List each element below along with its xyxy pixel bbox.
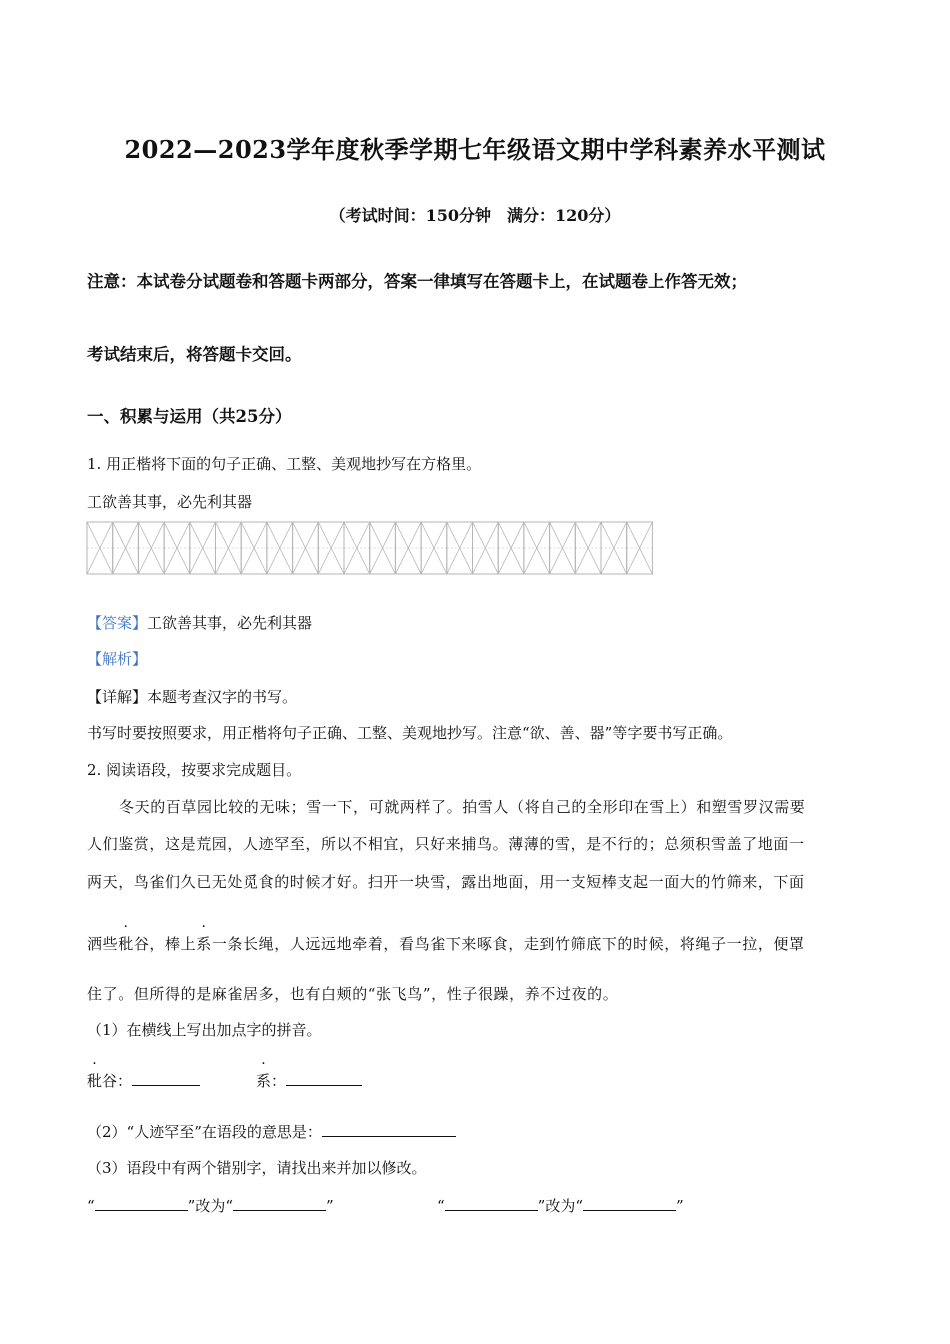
- sub3-row: [87, 1195, 334, 1216]
- notice-line-1: 注意：本试卷分试题卷和答题卡两部分，答案一律填写在答题卡上，在试题卷上作答无效；: [87, 272, 747, 291]
- item-label: ：: [271, 1072, 287, 1090]
- exam-subtitle: （考试时间：150分钟 满分：120分）: [329, 206, 621, 225]
- change-text: ”改为“: [187, 1197, 234, 1215]
- sub2-line: [87, 1121, 456, 1142]
- quote-mark: “: [437, 1197, 445, 1215]
- passage-text: 洒些: [87, 935, 119, 953]
- dotted-char: 系: [256, 1072, 272, 1090]
- passage-line-4: [87, 933, 805, 954]
- answer-text: 工欲善其事，必先利其器: [147, 614, 313, 632]
- q2-prompt: 2. 阅读语段，按要求完成题目。: [87, 761, 302, 779]
- passage-text: 谷，棒上: [133, 935, 197, 953]
- sub1-item-1: [87, 1070, 200, 1091]
- answer-tag: 【答案】: [87, 614, 148, 632]
- section-heading: 一、积累与运用（共25分）: [87, 407, 292, 426]
- wrong-char-blank[interactable]: [445, 1196, 538, 1211]
- answer-blank[interactable]: [322, 1122, 456, 1137]
- sub3-prompt: （3）语段中有两个错别字，请找出来并加以修改。: [87, 1159, 427, 1177]
- q1-sentence: 工欲善其事，必先利其器: [87, 493, 253, 511]
- sub1-prompt: （1）在横线上写出加点字的拼音。: [87, 1021, 322, 1039]
- correct-char-blank[interactable]: [233, 1196, 326, 1211]
- item-label: 谷：: [102, 1072, 133, 1090]
- dotted-char: 系: [196, 935, 212, 953]
- passage-text: 一条长绳，人远远地牵着，看鸟雀下来啄食，走到竹筛底下的时候，将绳子一拉，便罩: [211, 935, 805, 953]
- correct-char-blank[interactable]: [583, 1196, 676, 1211]
- change-text: ”改为“: [537, 1197, 584, 1215]
- passage-line-5: 住了。但所得的是麻雀居多，也有白颊的“张飞鸟”，性子很躁，养不过夜的。: [87, 985, 619, 1003]
- sub2-prompt: （2）“人迹罕至”在语段的意思是：: [87, 1123, 322, 1141]
- q1-detail: 【详解】本题考查汉字的书写。: [87, 688, 298, 706]
- passage-line-2: 人们鉴赏，这是荒园，人迹罕至，所以不相宜，只好来捕鸟。薄薄的雪，是不行的；总须积雪盖了地面一: [87, 835, 805, 853]
- sub3-row: [437, 1195, 684, 1216]
- sub1-item-2: [256, 1070, 362, 1091]
- quote-mark: ”: [676, 1197, 684, 1215]
- wrong-char-blank[interactable]: [95, 1196, 188, 1211]
- q1-prompt: 1. 用正楷将下面的句子正确、工整、美观地抄写在方格里。: [87, 455, 482, 473]
- exam-title: 2022—2023学年度秋季学期七年级语文期中学科素养水平测试: [124, 135, 826, 164]
- copy-grid: [86, 521, 654, 575]
- dotted-char: 秕: [87, 1072, 103, 1090]
- notice-line-2: 考试结束后，将答题卡交回。: [87, 345, 302, 364]
- analysis-tag: 【解析】: [87, 650, 148, 668]
- dotted-char: 秕: [118, 935, 134, 953]
- quote-mark: “: [87, 1197, 95, 1215]
- q1-explanation: 书写时要按照要求，用正楷将句子正确、工整、美观地抄写。注意“欲、善、器”等字要书写正确。: [87, 724, 733, 742]
- quote-mark: ”: [326, 1197, 334, 1215]
- answer-blank[interactable]: [286, 1071, 362, 1086]
- passage-line-1: 冬天的百草园比较的无味；雪一下，可就两样了。拍雪人（将自己的全形印在雪上）和塑雪罗汉需要: [119, 798, 806, 816]
- answer-blank[interactable]: [132, 1071, 200, 1086]
- passage-line-3: 两天，鸟雀们久已无处觅食的时候才好。扫开一块雪，露出地面，用一支短棒支起一面大的竹筛来，下面: [87, 873, 805, 891]
- q1-answer: [87, 612, 312, 633]
